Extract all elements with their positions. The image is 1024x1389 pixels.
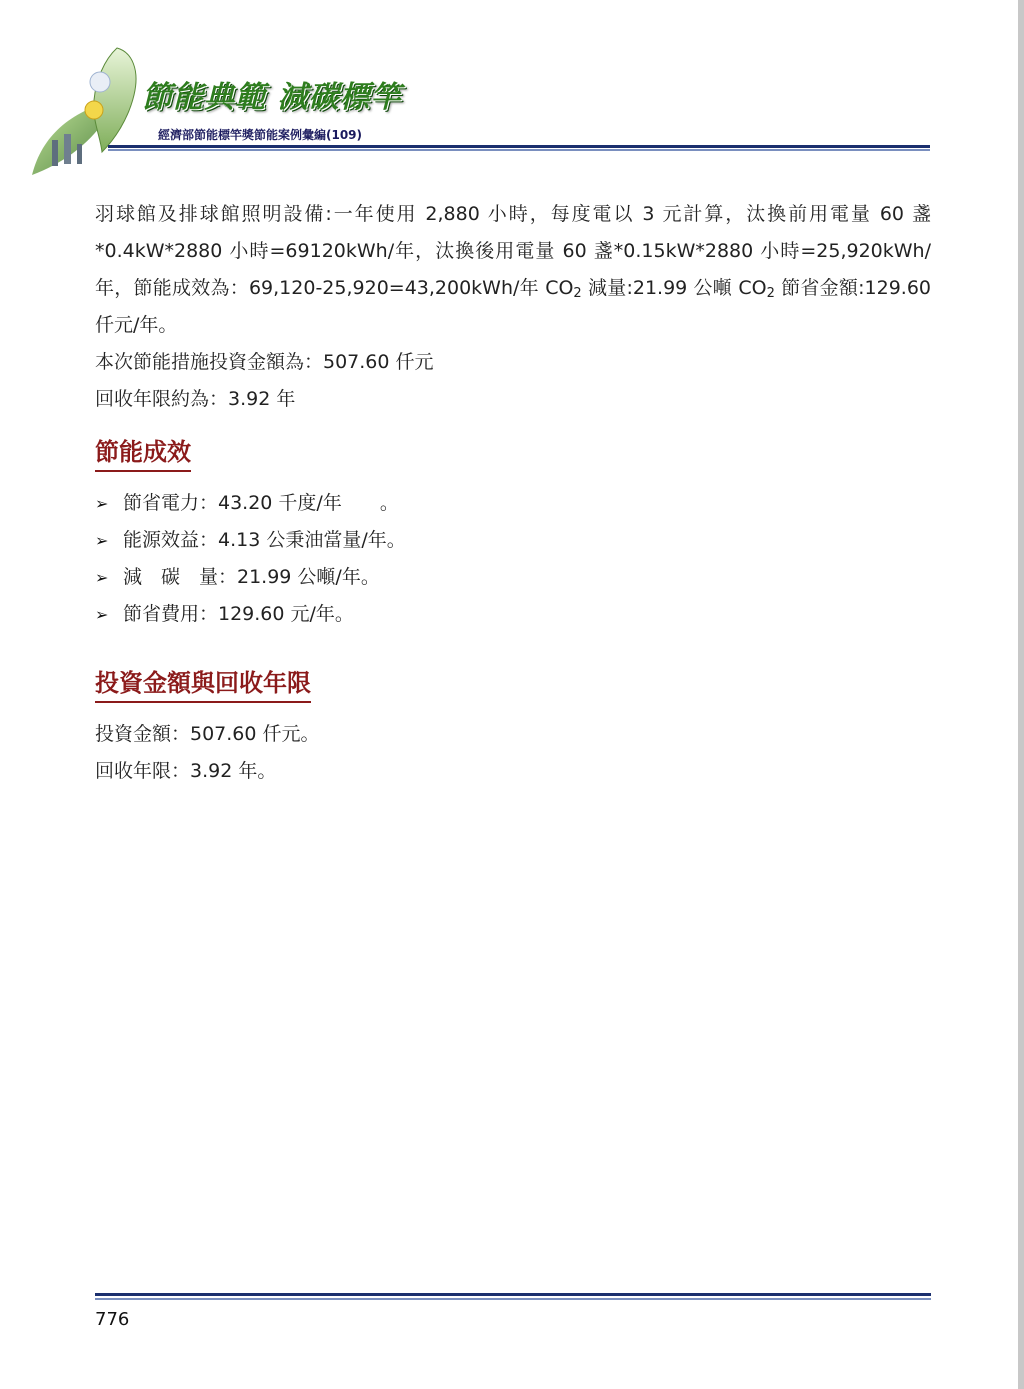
savings-list [95, 485, 931, 633]
list-item [95, 596, 931, 633]
section-heading-investment: 投資金額與回收年限 [95, 667, 311, 703]
arrow-bullet-icon: ➢ [95, 494, 109, 513]
section-heading-savings: 節能成效 [95, 436, 191, 472]
list-item [95, 559, 931, 596]
taiwan-leaf-logo-icon [22, 40, 162, 180]
main-content [95, 196, 931, 790]
co2-subscript: 2 [766, 286, 775, 301]
list-item [95, 485, 931, 522]
calc-text-2: 減量:21.99 公噸 CO [581, 277, 767, 299]
header-title: 節能典範 減碳標竿 [142, 80, 402, 115]
savings-item-text: 節省費用：129.60 元/年。 [123, 603, 354, 625]
calc-text-1: 羽球館及排球館照明設備:一年使用 2,880 小時，每度電以 3 元計算，汰換前用電量 60 盞*0.4kW*2880 小時=69120kWh/年，汰換後用電量 60 盞*0.15kW*2880 小時=25,920kWh/年，節能成效為：69,120-25,920=43,200kWh/年 CO [95, 203, 931, 299]
page-number: 776 [95, 1309, 130, 1330]
payback-line: 回收年限約為：3.92 年 [95, 388, 296, 410]
page-edge [1018, 0, 1024, 1389]
co2-subscript: 2 [573, 286, 582, 301]
investment-amount: 投資金額：507.60 仟元。 [95, 723, 320, 745]
payback-period: 回收年限：3.92 年。 [95, 760, 277, 782]
header-rule [108, 145, 930, 151]
savings-item-text: 節省電力：43.20 千度/年 。 [123, 492, 399, 514]
arrow-bullet-icon: ➢ [95, 605, 109, 624]
footer-rule [95, 1293, 931, 1300]
list-item [95, 522, 931, 559]
arrow-bullet-icon: ➢ [95, 568, 109, 587]
investment-line: 本次節能措施投資金額為：507.60 仟元 [95, 351, 434, 373]
calculation-paragraph [95, 196, 931, 344]
calc-text-3: 節省金額:129.60 仟元/年。 [95, 277, 931, 336]
arrow-bullet-icon: ➢ [95, 531, 109, 550]
header-subtitle: 經濟部節能標竿獎節能案例彙編(109) [158, 128, 363, 142]
savings-item-text: 能源效益：4.13 公秉油當量/年。 [123, 529, 406, 551]
savings-item-text: 減 碳 量：21.99 公噸/年。 [123, 566, 380, 588]
